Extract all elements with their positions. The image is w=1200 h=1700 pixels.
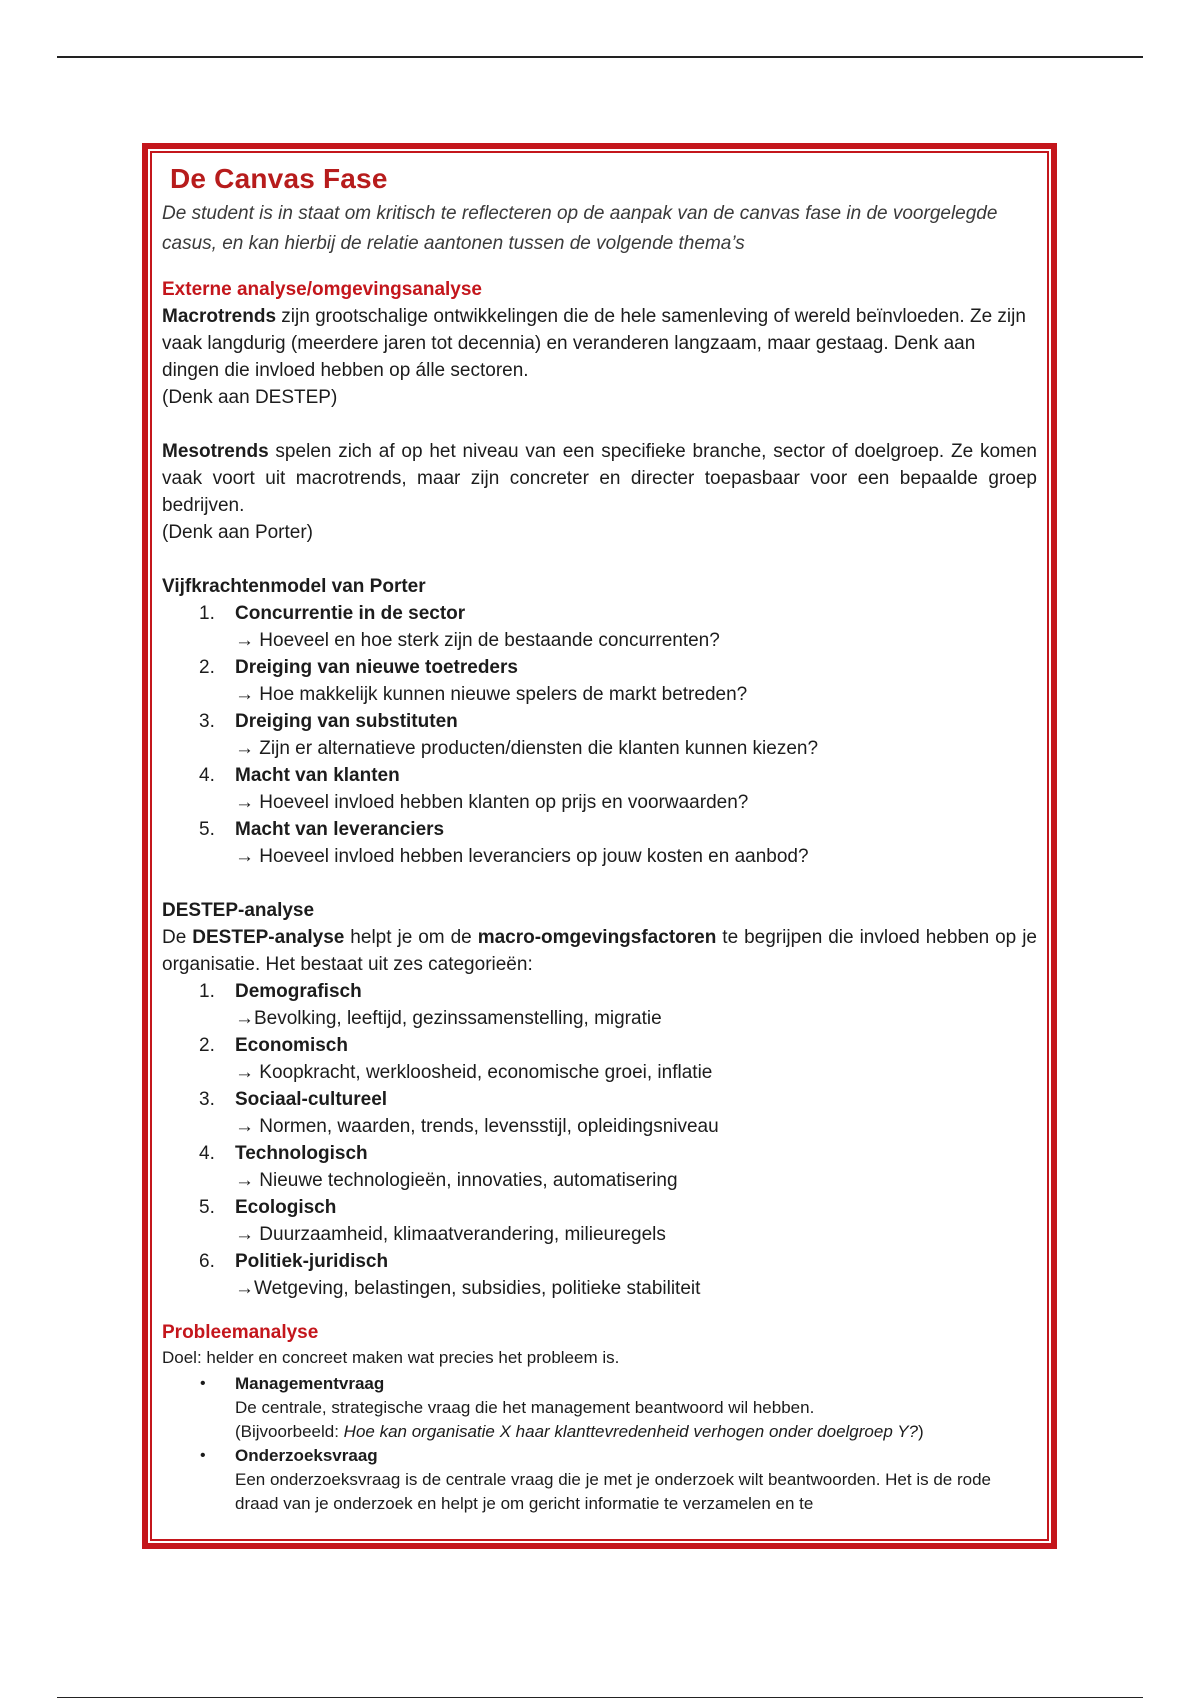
list-item: 6. Politiek-juridisch →Wetgeving, belastingen, subsidies, politieke stabiliteit — [199, 1251, 701, 1299]
list-item: 5. Macht van leveranciers → Hoeveel invloed hebben leveranciers op jouw kosten en aanbod? — [199, 819, 809, 867]
list-item: • Managementvraag De centrale, strategische vraag die het management beantwoord wil hebben. (Bijvoorbeeld: Hoe kan organisatie X haar klanttevredenheid verhogen onder doelgroep Y?) — [200, 1374, 924, 1441]
mesotrends-text: spelen zich af op het niveau van een specifieke branche, sector of doelgroep. Ze komen vaak voort uit macrotrends, maar zijn concreter en directer toepasbaar voor een bepaalde groep bedrijven. — [162, 441, 1037, 516]
list-item: 4. Macht van klanten → Hoeveel invloed hebben klanten op prijs en voorwaarden? — [199, 765, 749, 813]
top-rule — [57, 56, 1143, 58]
porter-heading: Vijfkrachtenmodel van Porter — [162, 576, 426, 597]
list-item: • Onderzoeksvraag Een onderzoeksvraag is de centrale vraag die je met je onderzoek wilt beantwoorden. Het is de rode draad van je onderzoek en helpt je om gericht informatie te verzamelen en te — [200, 1446, 991, 1513]
intro-text: De student is in staat om kritisch te reflecteren op de aanpak van de canvas fase in de voorgelegde casus, en kan hierbij de relatie aantonen tussen de volgende thema’s — [162, 203, 998, 254]
list-item: 5. Ecologisch → Duurzaamheid, klimaatverandering, milieuregels — [199, 1197, 666, 1245]
macrotrends-paragraph — [162, 303, 1037, 384]
section-title-probleem: Probleemanalyse — [162, 1322, 319, 1343]
macrotrends-term: Macrotrends — [162, 306, 277, 327]
page-title: De Canvas Fase — [170, 163, 388, 194]
content-inner — [150, 151, 1049, 1541]
list-item: 2. Dreiging van nieuwe toetreders → Hoe makkelijk kunnen nieuwe spelers de markt betreden? — [199, 657, 748, 705]
content-frame — [142, 143, 1057, 1549]
destep-intro: De DESTEP-analyse helpt je om de macro-omgevingsfactoren te begrijpen die invloed hebben op je organisatie. Het bestaat uit zes categorieën: — [162, 927, 1037, 975]
probleem-block — [162, 1346, 1037, 1516]
macrotrends-note: (Denk aan DESTEP) — [162, 387, 338, 408]
mesotrends-note: (Denk aan Porter) — [162, 522, 314, 543]
list-item: 4. Technologisch → Nieuwe technologieën, innovaties, automatisering — [199, 1143, 678, 1191]
probleem-list — [162, 1372, 1037, 1516]
section-title-externe: Externe analyse/omgevingsanalyse — [162, 279, 482, 300]
bottom-rule — [57, 1697, 1143, 1698]
destep-heading: DESTEP-analyse — [162, 900, 315, 921]
destep-list — [162, 978, 1037, 1302]
list-item: 3. Dreiging van substituten → Zijn er alternatieve producten/diensten die klanten kunnen kiezen? — [199, 711, 819, 759]
porter-list — [162, 600, 1037, 870]
probleem-doel: Doel: helder en concreet maken wat precies het probleem is. — [162, 1348, 620, 1367]
list-item: 3. Sociaal-cultureel → Normen, waarden, trends, levensstijl, opleidingsniveau — [199, 1089, 719, 1137]
macrotrends-text: zijn grootschalige ontwikkelingen die de hele samenleving of wereld beïnvloeden. Ze zijn vaak langdurig (meerdere jaren tot decennia) en veranderen langzaam, maar gestaag. Denk aan dingen die invloed hebben op álle sectoren. — [162, 306, 1026, 381]
mesotrends-paragraph — [162, 438, 1037, 519]
mesotrends-term: Mesotrends — [162, 441, 269, 462]
list-item: 1. Concurrentie in de sector → Hoeveel en hoe sterk zijn de bestaande concurrenten? — [199, 603, 720, 651]
list-item: 1. Demografisch →Bevolking, leeftijd, gezinssamenstelling, migratie — [199, 981, 662, 1029]
list-item: 2. Economisch → Koopkracht, werkloosheid, economische groei, inflatie — [199, 1035, 713, 1083]
